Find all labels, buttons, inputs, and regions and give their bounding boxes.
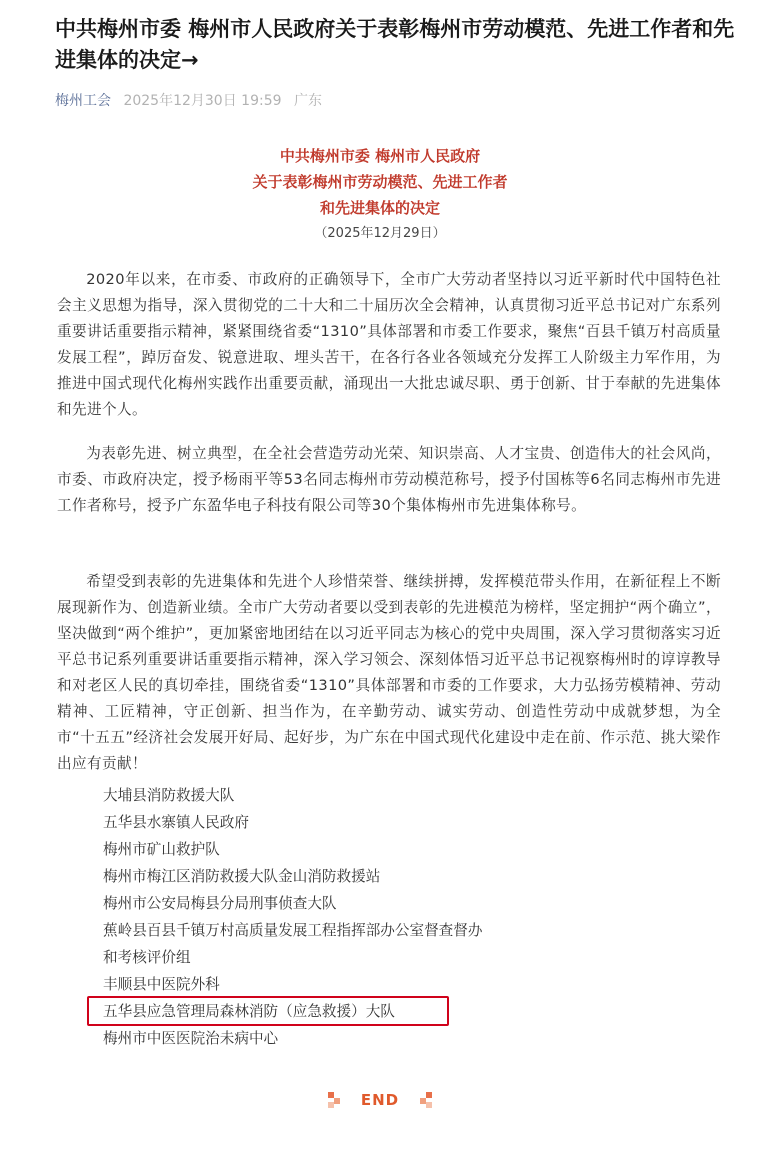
publish-location: 广东 <box>293 93 322 109</box>
list-item: 和考核评价组 <box>103 949 191 966</box>
end-label: END <box>360 1090 400 1109</box>
list-item: 大埔县消防救援大队 <box>103 787 235 804</box>
body-paragraph-3: 希望受到表彰的先进集体和先进个人珍惜荣誉、继续拼搏，发挥模范带头作用，在新征程上不断展现新作为、创造新业绩。全市广大劳动者要以受到表彰的先进模范为榜样，坚定拥护“两个确立”，坚决做到“两个维护”，更加紧密地团结在以习近平同志为核心的党中央周围，深入学习贯彻落实习近平总书记系列重要讲话重要指示精神，深入学习领会、深刻体悟习近平总书记视察梅州时的谆谆教导和对老区人民的真切牵挂，围绕省委“1310”具体部署和市委的工作要求，大力弘扬劳模精神、劳动精神、工匠精神，守正创新、担当作为，在辛勤劳动、诚实劳动、创造性劳动中成就梦想，为全市“十五五”经济社会发展开好局、起好步，为广东在中国式现代化建设中走在前、作示范、挑大梁作出应有贡献！ <box>57 573 721 772</box>
article-meta <box>55 90 330 110</box>
document-header-line-2: 关于表彰梅州市劳动模范、先进工作者 <box>252 173 508 191</box>
end-right-decoration-icon <box>416 1092 432 1108</box>
document-header <box>0 143 760 245</box>
list-item: 丰顺县中医院外科 <box>103 976 220 993</box>
list-item: 五华县水寨镇人民政府 <box>103 814 249 831</box>
list-item: 蕉岭县百县千镇万村高质量发展工程指挥部办公室督查督办 <box>103 922 483 939</box>
body-paragraph-2: 为表彰先进、树立典型，在全社会营造劳动光荣、知识崇高、人才宝贵、创造伟大的社会风尚，市委、市政府决定，授予杨雨平等53名同志梅州市劳动模范称号，授予付国栋等6名同志梅州市先进工作者称号，授予广东盈华电子科技有限公司等30个集体梅州市先进集体称号。 <box>57 445 721 514</box>
list-item: 梅州市公安局梅县分局刑事侦查大队 <box>103 895 337 912</box>
list-item: 梅州市梅江区消防救援大队金山消防救援站 <box>103 868 381 885</box>
publish-datetime: 2025年12月30日 19:59 <box>123 93 282 109</box>
list-item-highlighted: 五华县应急管理局森林消防（应急救援）大队 <box>103 1003 395 1020</box>
list-item: 梅州市矿山救护队 <box>103 841 220 858</box>
body-paragraph-1: 2020年以来，在市委、市政府的正确领导下，全市广大劳动者坚持以习近平新时代中国特色社会主义思想为指导，深入贯彻党的二十大和二十届历次全会精神，认真贯彻习近平总书记对广东系列重要讲话重要指示精神，紧紧围绕省委“1310”具体部署和市委工作要求，聚焦“百县千镇万村高质量发展工程”，踔厉奋发、锐意进取、埋头苦干，在各行各业各领域充分发挥工人阶级主力军作用，为推进中国式现代化梅州实践作出重要贡献，涌现出一大批忠诚尽职、勇于创新、甘于奉献的先进集体和先进个人。 <box>57 271 721 418</box>
list-item: 梅州市中医医院治未病中心 <box>103 1030 279 1047</box>
article-title: 中共梅州市委 梅州市人民政府关于表彰梅州市劳动模范、先进工作者和先进集体的决定→ <box>55 17 735 72</box>
document-header-line-3: 和先进集体的决定 <box>319 199 440 217</box>
document-date: （2025年12月29日） <box>314 226 446 241</box>
end-marker <box>0 1089 760 1111</box>
highlight-box <box>87 996 449 1026</box>
author-link[interactable]: 梅州工会 <box>55 93 111 109</box>
document-header-line-1: 中共梅州市委 梅州市人民政府 <box>279 147 481 165</box>
end-left-decoration-icon <box>328 1092 344 1108</box>
